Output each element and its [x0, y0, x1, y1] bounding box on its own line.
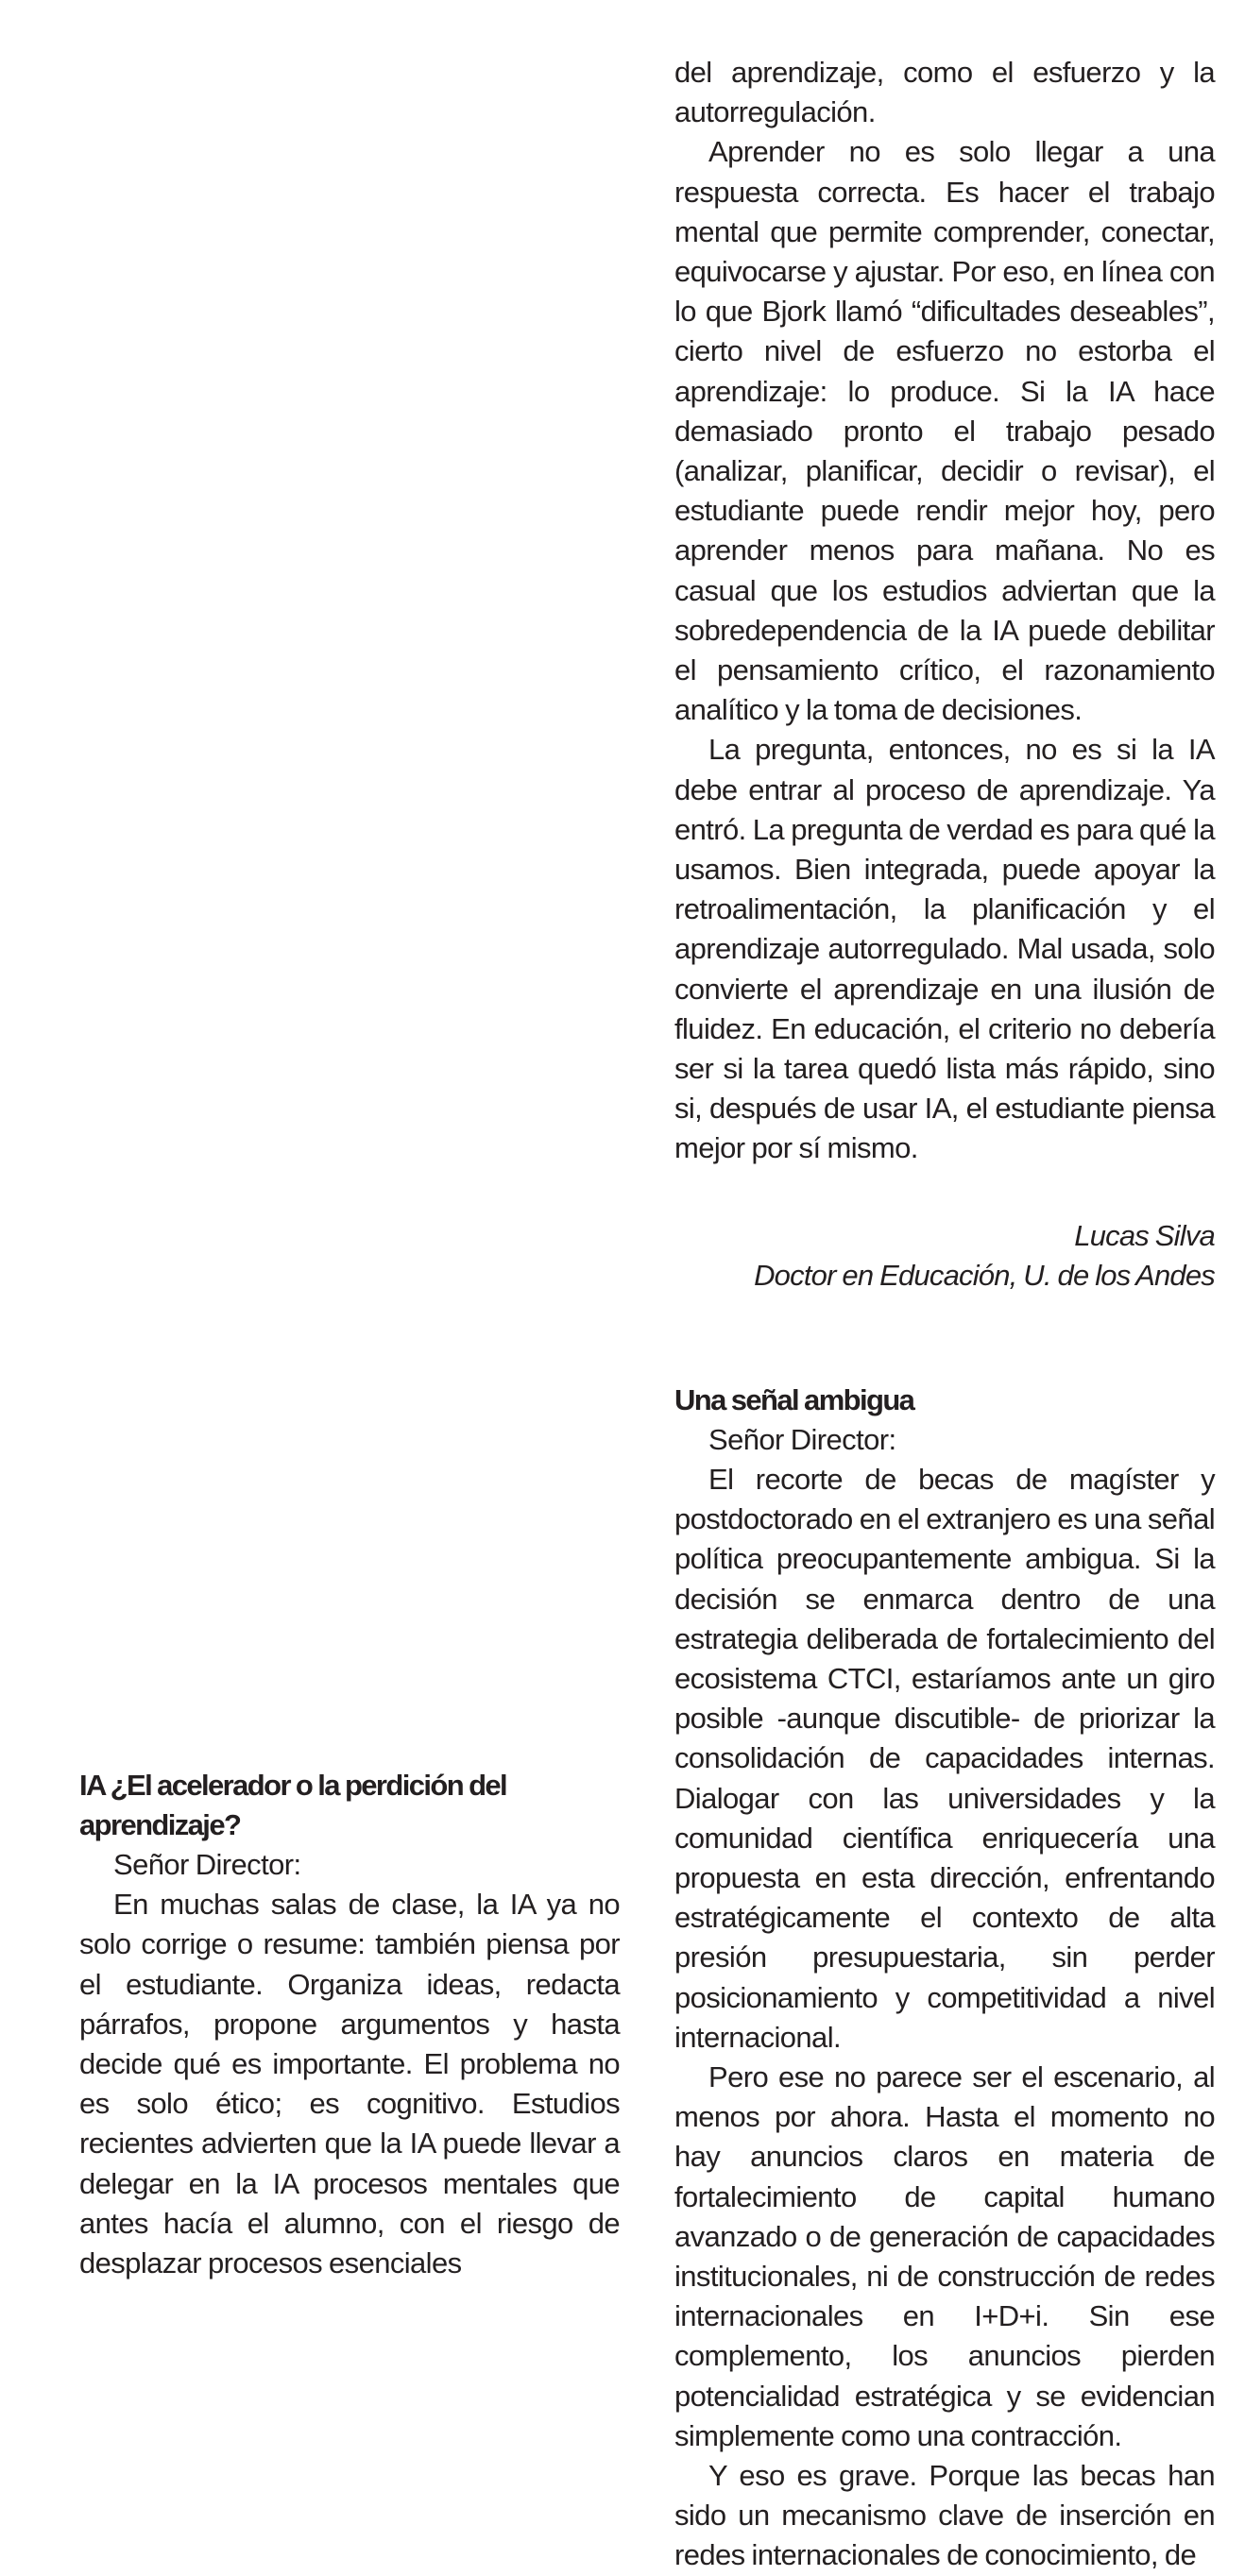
right-column	[674, 53, 1215, 2576]
paragraph: Pero ese no parece ser el escenario, al menos por ahora. Hasta el momento no hay anuncios claros en materia de fortalecimiento de capital humano avanzado o de generación de capacidades institucionales, ni de construcción de redes internacionales en I+D+i. Sin ese complemento, los anuncios pierden potencialidad estratégica y se evidencian simplemente como una contracción.	[674, 2059, 1215, 2452]
letter-senal-ambigua	[674, 1381, 1215, 2576]
letter-continuation-ia	[674, 53, 1215, 1296]
left-column	[79, 1766, 620, 2283]
letter-title: Una señal ambigua	[674, 1382, 914, 1416]
paragraph: En muchas salas de clase, la IA ya no solo corrige o resume: también piensa por el estudiante. Organiza ideas, redacta párrafos, propone argumentos y hasta decide qué es importante. El problema no es solo ético; es cognitivo. Estudios recientes advierten que la IA puede llevar a delegar en la IA procesos mentales que antes hacía el alumno, con el riesgo de desplazar procesos esenciales	[79, 1888, 620, 2280]
letter-title: IA ¿El acelerador o la perdición del aprendizaje?	[79, 1769, 507, 1841]
paragraph: El recorte de becas de magíster y postdoctorado en el extranjero es una señal política preocupantemente ambigua. Si la decisión se enmarca dentro de una estrategia deliberada de fortalecimiento del ecosistema CTCI, estaríamos ante un giro posible -aunque discutible- de priorizar la consolidación de capacidades internas. Dialogar con las universidades y la comunidad científica enriquecería una propuesta en esta dirección, enfrentando estratégicamente el contexto de alta presión presupuestaria, sin perder posicionamiento y competitividad a nivel internacional.	[674, 1462, 1215, 2054]
paragraph: del aprendizaje, como el esfuerzo y la autorregulación.	[674, 56, 1215, 129]
salutation: Señor Director:	[113, 1848, 301, 1881]
author-title: Doctor en Educación, U. de los Andes	[754, 1258, 1215, 1292]
author-name: Lucas Silva	[1074, 1218, 1215, 1252]
letter-signature	[674, 1216, 1215, 1296]
paragraph: La pregunta, entonces, no es si la IA debe entrar al proceso de aprendizaje. Ya entró. La pregunta de verdad es para qué la usamos. Bien integrada, puede apoyar la retroalimentación, la planificación y el aprendizaje autorregulado. Mal usada, solo convierte el aprendizaje en una ilusión de fluidez. En educación, el criterio no debería ser si la tarea quedó lista más rápido, sino si, después de usar IA, el estudiante piensa mejor por sí mismo.	[674, 733, 1215, 1165]
paragraph: Aprender no es solo llegar a una respuesta correcta. Es hacer el trabajo mental que permite comprender, conectar, equivocarse y ajustar. Por eso, en línea con lo que Bjork llamó “dificultades deseables”, cierto nivel de esfuerzo no estorba el aprendizaje: lo produce. Si la IA hace demasiado pronto el trabajo pesado (analizar, planificar, decidir o revisar), el estudiante puede rendir mejor hoy, pero aprender menos para mañana. No es casual que los estudios adviertan que la sobredependencia de la IA puede debilitar el pensamiento crítico, el razonamiento analítico y la toma de decisiones.	[674, 135, 1215, 727]
salutation: Señor Director:	[708, 1422, 896, 1456]
letter-ia-acelerador	[79, 1766, 620, 2283]
paragraph: Y eso es grave. Porque las becas han sido un mecanismo clave de inserción en redes internacionales de conocimiento, de	[674, 2458, 1215, 2572]
